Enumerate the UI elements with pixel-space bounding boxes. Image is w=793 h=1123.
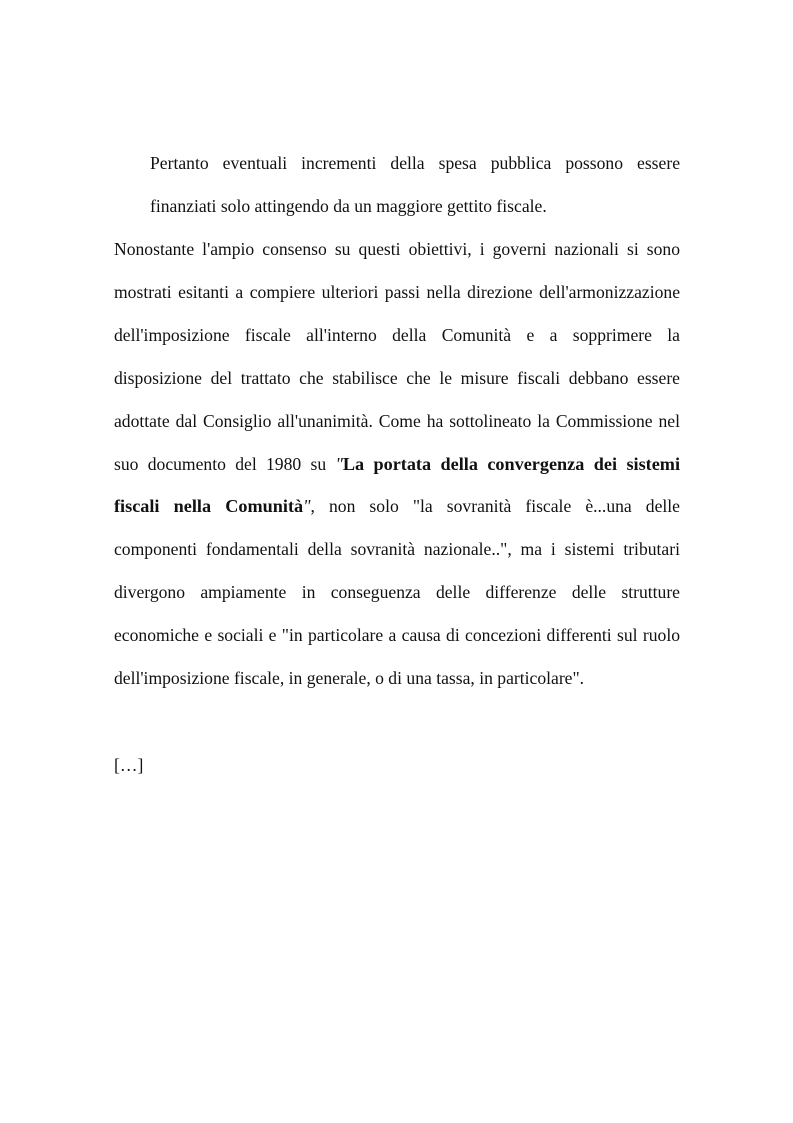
opening-quote-mark: " [335, 453, 343, 474]
closing-quote-mark: " [303, 496, 311, 517]
paragraph-text-part1: Nonostante l'ampio consenso su questi obiettivi, i governi nazionali si sono mostrati esitanti a compiere ulteriori passi nella direzione dell'armonizzazione dell'imposizione fiscale all'interno della Comunità e a sopprimere la disposizione del trattato che stabilisce che le misure fiscali debbano essere adottate dal Consiglio all'unanimità. Come ha sottolineato la Commissione nel suo documento del 1980 su [114, 239, 680, 474]
quote-text: Pertanto eventuali incrementi della spesa pubblica possono essere finanziati solo attingendo da un maggiore gettito fiscale. [150, 153, 680, 216]
main-paragraph [114, 228, 680, 700]
omission-ellipsis: […] [114, 755, 144, 775]
indented-quote-block [150, 142, 680, 228]
paragraph-text-part2: , non solo "la sovranità fiscale è...una delle componenti fondamentali della sovranità nazionale..", ma i sistemi tributari divergono ampiamente in conseguenza delle differenze delle strutture economiche e sociali e "in particolare a causa di concezioni differenti sul ruolo dell'imposizione fiscale, in generale, o di una tassa, in particolare". [114, 496, 680, 689]
main-paragraph-block [114, 228, 680, 700]
document-title: La portata della convergenza dei sistemi fiscali nella Comunità [114, 453, 680, 517]
